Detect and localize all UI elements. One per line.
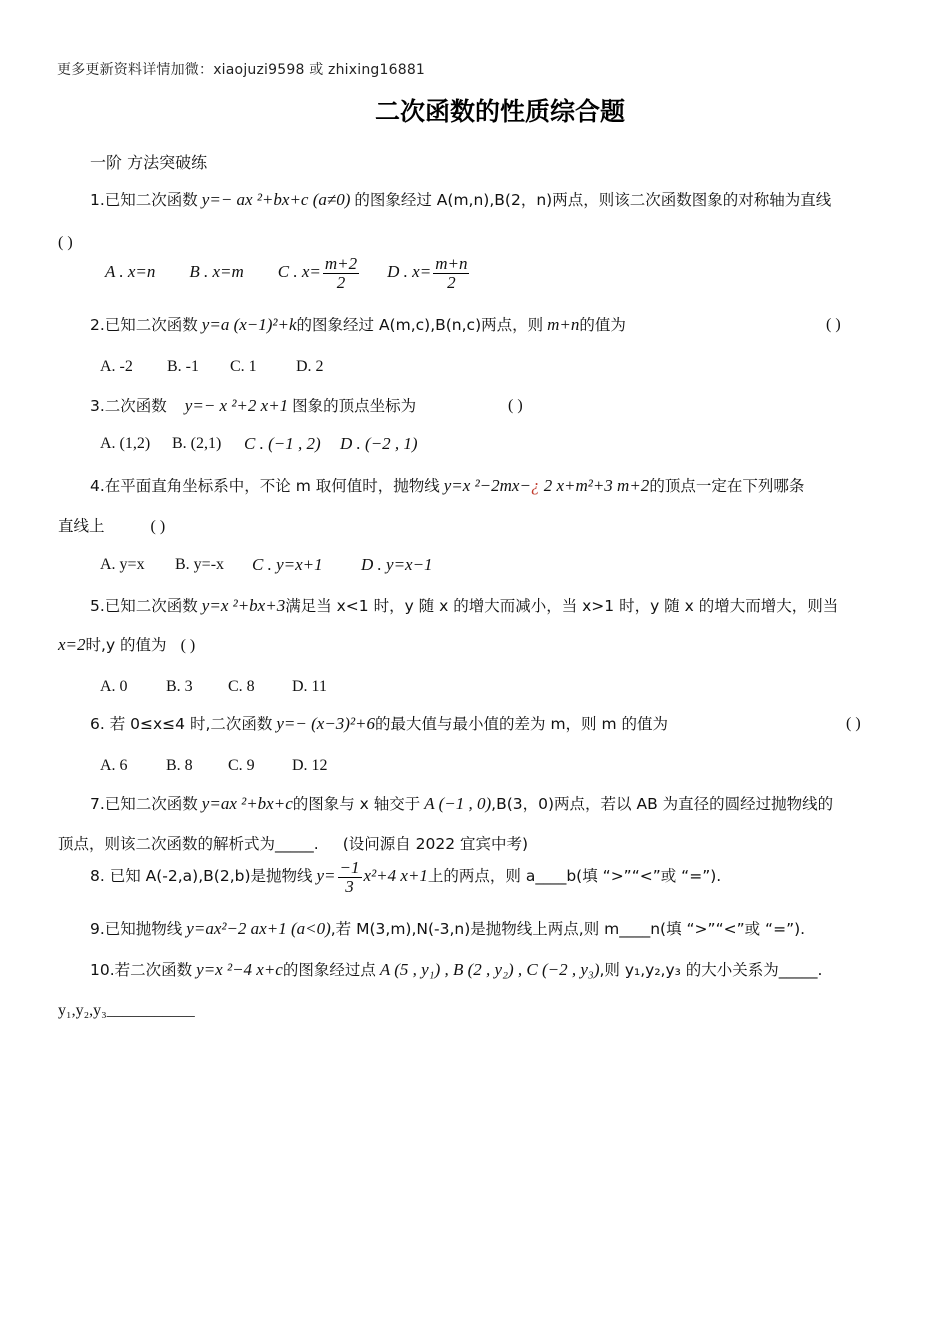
q1-option-d-fraction: $\frac{m+n}{2}$ [435,253,468,292]
question-6: 6. 若 0≤x≤4 时,二次函数 y=− (x−3)²+6的最大值与最小值的差为 m，则 m 的值为 [90,714,669,733]
question-5-cont: x=2时,y 的值为 ( ) [58,635,196,654]
q1-formula: y=− ax ²+bx+c (a≠0) [201,190,351,209]
question-3-paren: ( ) [508,397,523,414]
question-1-paren: ( ) [58,234,73,251]
question-10: 10.若二次函数 y=x ²−4 x+c的图象经过点 A (5 , y₁) , B (2 , y₂) , C (−2 , y₃),则 y₁,y₂,y₃ 的大小关系为_____. [90,960,823,979]
q5-option-a: A. 0 [100,678,128,695]
source-note: (设问源自 2022 宜宾中考) [342,835,529,853]
page-title: 二次函数的性质综合题 [374,97,625,126]
q5-formula: y=x ²+bx+3 [201,596,286,615]
question-10-cont: y₁,y₂,y₃___________ [58,1002,195,1019]
question-1: 1.已知二次函数 y=− ax ²+bx+c (a≠0) 的图象经过 A(m,n),B(2，n)两点，则该二次函数图象的对称轴为直线 [90,190,832,209]
question-5: 5.已知二次函数 y=x ²+bx+3满足当 x<1 时，y 随 x 的增大而减小，当 x>1 时，y 随 x 的增大而增大，则当 [90,596,839,615]
question-6-paren: ( ) [846,715,861,732]
q2-formula: y=a (x−1)²+k [201,315,297,334]
q1-option-b: B . x=m [189,262,244,281]
q3-option-b: B. (2,1) [172,435,222,452]
question-2-paren: ( ) [826,316,841,333]
q4-formula: y=x ²−2mx−¿ 2 x+m²+3 m+2 [443,476,650,495]
q2-option-b: B. -1 [167,358,199,375]
q6-option-d: D. 12 [292,757,328,774]
question-7: 7.已知二次函数 y=ax ²+bx+c的图象与 x 轴交于 A (−1 , 0),B(3，0)两点，若以 AB 为直径的圆经过抛物线的 [90,794,834,813]
question-8: 8. 已知 A(-2,a),B(2,b)是抛物线 y= $\frac{-1}{3}$ x²+4 x+1上的两点，则 a____b(填 “>”“<”或 “=”). [90,857,722,896]
q2-option-d: D. 2 [296,358,324,375]
header-note: 更多更新资料详情加微：xiaojuzi9598 或 zhixing16881 [57,62,426,78]
question-4-cont: 直线上 ( ) [58,517,166,535]
q6-option-a: A. 6 [100,757,128,774]
question-3: 3.二次函数 y=− x ²+2 x+1 图象的顶点坐标为 [90,396,417,415]
question-2: 2.已知二次函数 y=a (x−1)²+k的图象经过 A(m,c),B(n,c)两点，则 m+n的值为 [90,315,626,334]
q6-option-c: C. 9 [228,757,255,774]
question-4: 4.在平面直角坐标系中，不论 m 取何值时，抛物线 y=x ²−2mx−¿ 2 x+m²+3 m+2的顶点一定在下列哪条 [90,476,805,495]
q6-option-b: B. 8 [166,757,193,774]
q5-option-b: B. 3 [166,678,193,695]
q1-option-c: C . x= [277,262,321,281]
q1-option-d: D . x= [387,262,432,281]
q4-option-a: A. y=x [100,556,145,573]
q10-formula: y=x ²−4 x+c [196,960,283,979]
q4-option-c: C . y=x+1 [252,555,323,574]
q2-option-a: A. -2 [100,358,133,375]
q2-option-c: C. 1 [230,358,257,375]
question-7-cont: 顶点，则该二次函数的解析式为_____. (设问源自 2022 宜宾中考) [58,835,529,853]
q7-formula: y=ax ²+bx+c [201,794,293,813]
q5-option-d: D. 11 [292,678,327,695]
q3-option-a: A. (1,2) [100,435,151,452]
q1-option-c-fraction: $\frac{m+2}{2}$ [324,253,358,292]
q3-formula: y=− x ²+2 x+1 [184,396,289,415]
question-1-options [105,254,471,292]
q3-option-d: D . (−2 , 1) [340,434,418,453]
q9-formula: y=ax²−2 ax+1 (a<0) [186,919,331,938]
q5-option-c: C. 8 [228,678,255,695]
q3-option-c: C . (−1 , 2) [244,434,321,453]
q4-option-d: D . y=x−1 [361,555,433,574]
section-heading: 一阶 方法突破练 [90,153,208,172]
q4-option-b: B. y=-x [175,556,225,573]
question-9: 9.已知抛物线 y=ax²−2 ax+1 (a<0),若 M(3,m),N(-3,n)是抛物线上两点,则 m____n(填 “>”“<”或 “=”). [90,919,806,938]
q1-option-a: A . x=n [105,262,156,281]
q6-formula: y=− (x−3)²+6 [276,714,376,733]
q8-formula: y= $\frac{-1}{3}$ x²+4 x+1 [316,857,428,896]
